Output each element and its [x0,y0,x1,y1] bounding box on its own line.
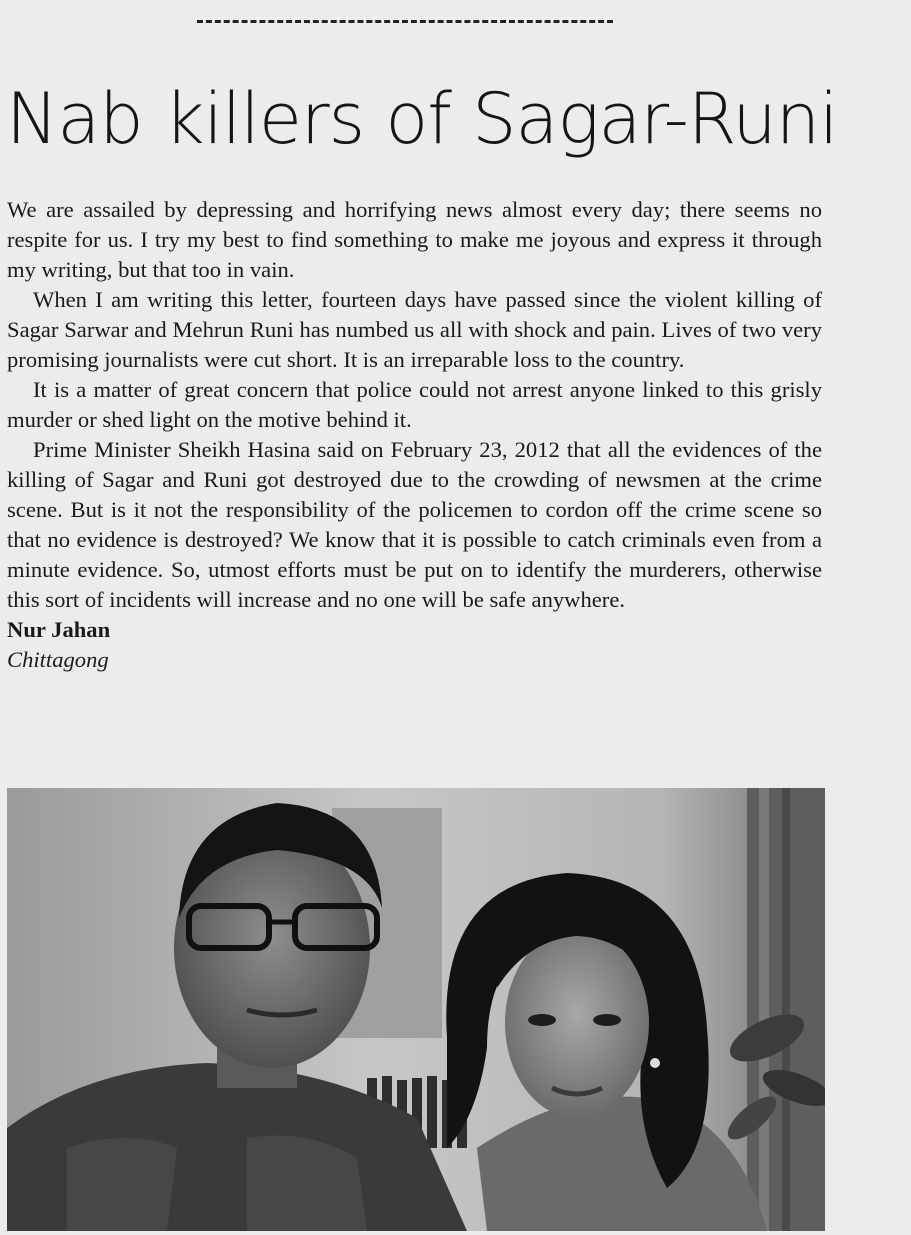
section-divider [197,20,613,23]
paragraph-1: We are assailed by depressing and horrifying news almost every day; there seems no respite for us. I try my best to find something to make me joyous and express it through my writing, but that too in vain. [7,197,822,282]
paragraph-2: When I am writing this letter, fourteen days have passed since the violent killing of Sagar Sarwar and Mehrun Runi has numbed us all with shock and pain. Lives of two very promising journalists were cut short. It is an irreparable loss to the country. [7,287,822,372]
letter-body [7,195,822,675]
letter-author: Nur Jahan [7,617,111,642]
letter-headline: Nab killers of Sagar-Runi [6,78,838,160]
paragraph-3: It is a matter of great concern that police could not arrest anyone linked to this grisly murder or shed light on the motive behind it. [7,377,822,432]
photo-illustration [7,788,825,1231]
couple-photo [7,788,825,1231]
author-location: Chittagong [7,647,109,672]
paragraph-4: Prime Minister Sheikh Hasina said on February 23, 2012 that all the evidences of the killing of Sagar and Runi got destroyed due to the crowding of newsmen at the crime scene. But is it not the responsibility of the policemen to cordon off the crime scene so that no evidence is destroyed? We know that it is possible to catch criminals even from a minute evidence. So, utmost efforts must be put on to identify the murderers, otherwise this sort of incidents will increase and no one will be safe anywhere. [7,437,822,612]
